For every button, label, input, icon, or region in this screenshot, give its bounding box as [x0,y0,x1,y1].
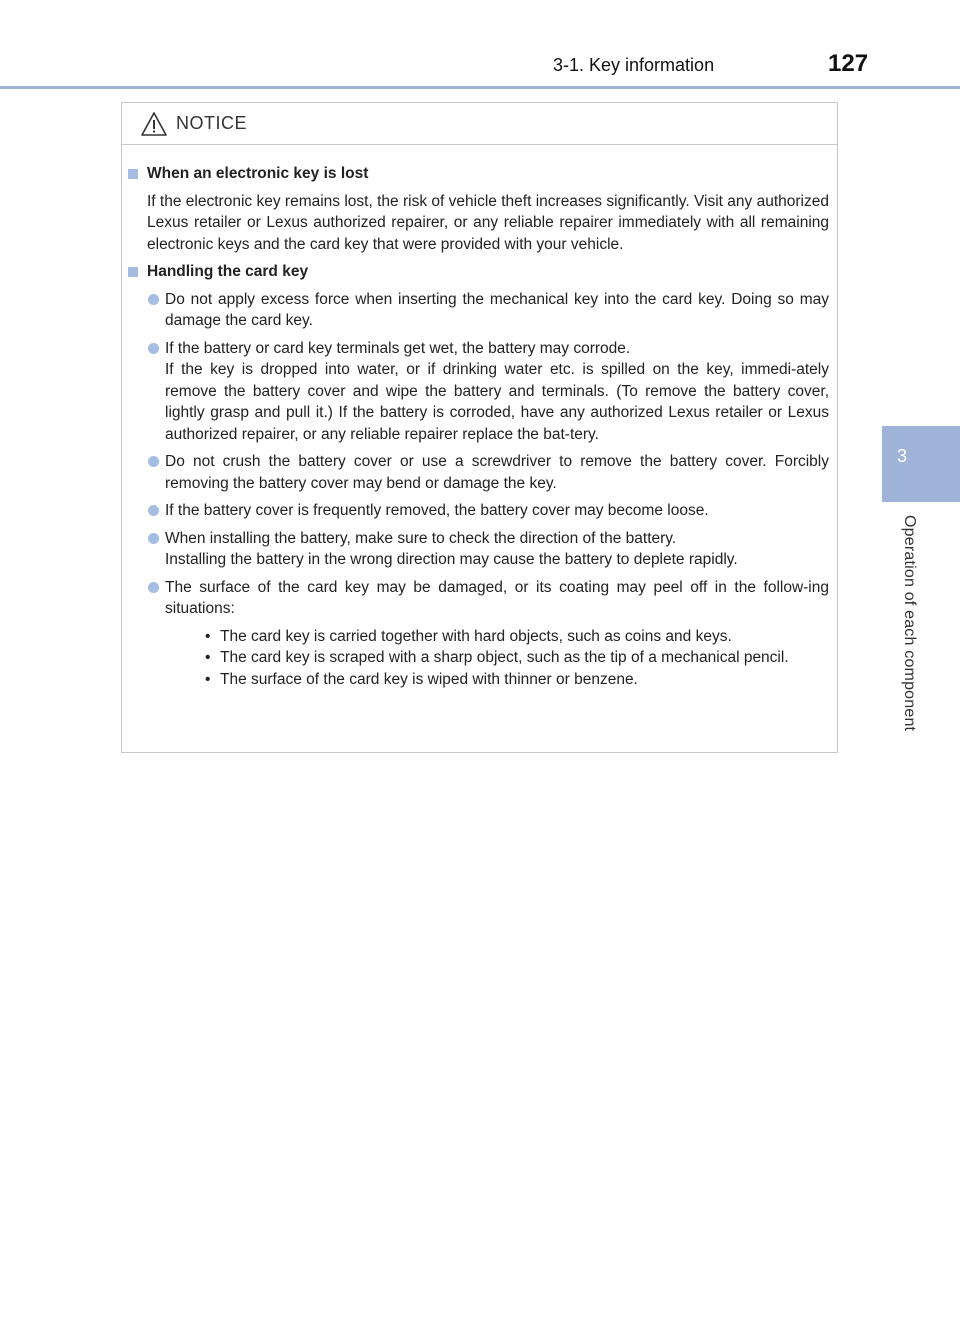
list-item-text: The surface of the card key is wiped with thinner or benzene. [220,670,638,688]
bullet-item [128,338,829,446]
subheading-card-key [128,261,829,283]
key-lost-paragraph: If the electronic key remains lost, the risk of vehicle theft increases significantly. Visit any authorized Lexus retailer or Lexus authorized repairer, or any reliable repairer immediately with all remaining electronic keys and the card key that were provided with your vehicle. [147,192,829,253]
square-marker-icon [128,169,138,179]
list-item [165,669,829,691]
bullet-item [128,500,829,522]
square-marker-icon [128,267,138,277]
middle-dot-icon: • [205,627,211,645]
page-number: 127 [828,50,869,77]
situation-list [165,626,829,691]
warning-icon [140,111,168,137]
middle-dot-icon: • [205,670,211,688]
bullet-text: Do not apply excess force when inserting the mechanical key into the card key. Doing so may damage the card key. [165,290,829,329]
bullet-item [128,289,829,332]
middle-dot-icon: • [205,649,211,666]
bullet-dot-icon [148,533,159,544]
chapter-number: 3 [897,446,908,466]
bullet-dot-icon [148,456,159,467]
chapter-title: Operation of each component [901,515,918,732]
chapter-tab [882,426,960,502]
list-item-text: The card key is carried together with hard objects, such as coins and keys. [220,627,732,645]
bullet-dot-icon [148,582,159,593]
bullet-text: When installing the battery, make sure to check the direction of the battery. [165,529,677,547]
bullet-text: Installing the battery in the wrong direction may cause the battery to deplete rapidly. [165,551,738,568]
notice-body [122,145,837,690]
bullet-dot-icon [148,505,159,516]
bullet-text: If the battery or card key terminals get wet, the battery may corrode. [165,339,631,357]
subheading-text: Handling the card key [147,263,309,280]
subheading-key-lost [128,163,829,185]
bullet-text: If the key is dropped into water, or if drinking water etc. is spilled on the key, immedi-ately remove the battery cover and wipe the battery and terminals. (To remove the battery cover, lightly grasp and pull it.) If the battery is corroded, have any authorized Lexus retailer or Lexus authorized repairer, or any reliable repairer replace the bat-tery. [165,361,829,443]
bullet-item [128,451,829,494]
bullet-item [128,577,829,691]
bullet-text: If the battery cover is frequently removed, the battery cover may become loose. [165,502,709,519]
bullet-text: The surface of the card key may be damaged, or its coating may peel off in the follow-ing situations: [165,578,829,617]
bullet-dot-icon [148,343,159,354]
list-item [165,626,829,648]
subheading-text: When an electronic key is lost [147,165,369,182]
bullet-item [128,528,829,571]
list-item [165,647,829,669]
notice-box [121,102,838,753]
header-rule [0,86,960,89]
section-title: 3-1. Key information [553,55,715,75]
notice-header [122,103,837,145]
list-item-text: The card key is scraped with a sharp object, such as the tip of a mechanical pencil. [220,649,789,666]
notice-label: NOTICE [176,113,248,133]
bullet-dot-icon [148,294,159,305]
bullet-text: Do not crush the battery cover or use a screwdriver to remove the battery cover. Forcibly removing the battery cover may bend or damage the key. [165,453,829,492]
